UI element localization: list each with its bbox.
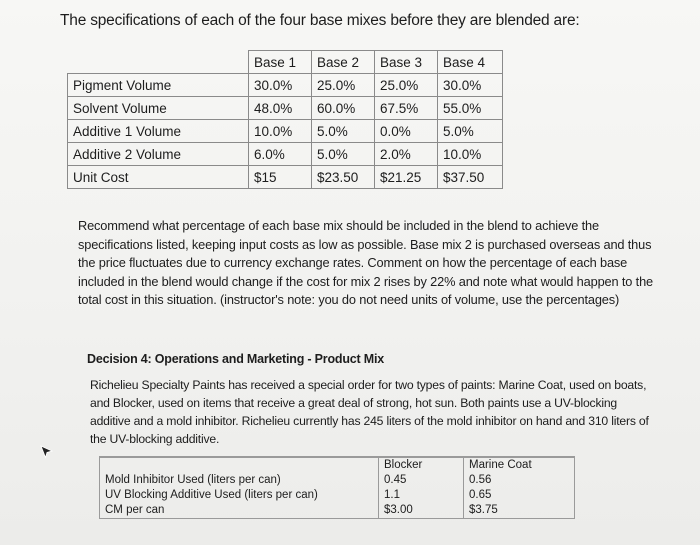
table-cell: $21.25 [375, 166, 438, 189]
column-header: Base 4 [438, 51, 503, 74]
row-label: CM per can [100, 503, 379, 519]
table-cell: 25.0% [312, 74, 375, 97]
row-label: Additive 2 Volume [68, 143, 249, 166]
table-cell: $3.00 [379, 503, 464, 519]
row-label: Solvent Volume [68, 97, 249, 120]
product-mix-table [99, 456, 575, 519]
row-label: UV Blocking Additive Used (liters per can) [100, 488, 379, 503]
row-label: Pigment Volume [68, 74, 249, 97]
header-blank-cell [100, 457, 379, 473]
column-header: Base 2 [312, 51, 375, 74]
column-header: Marine Coat [464, 457, 575, 473]
table-cell: 0.65 [464, 488, 575, 503]
mouse-pointer-icon [40, 445, 54, 459]
column-header: Base 1 [249, 51, 312, 74]
table-cell: 1.1 [379, 488, 464, 503]
decision-title: Decision 4: Operations and Marketing - Product Mix [87, 352, 384, 366]
table-cell: $3.75 [464, 503, 575, 519]
base-mix-table [67, 50, 503, 189]
table-cell: 2.0% [375, 143, 438, 166]
table-cell: 25.0% [375, 74, 438, 97]
table-cell: 10.0% [249, 120, 312, 143]
table-header-row [68, 51, 503, 74]
header-blank-cell [68, 51, 249, 74]
column-header: Base 3 [375, 51, 438, 74]
table-row [100, 473, 575, 488]
table-cell: 48.0% [249, 97, 312, 120]
column-header: Blocker [379, 457, 464, 473]
table-cell: 0.45 [379, 473, 464, 488]
table-cell: 30.0% [438, 74, 503, 97]
table-cell: 5.0% [312, 120, 375, 143]
table-cell: 67.5% [375, 97, 438, 120]
table-row [68, 120, 503, 143]
table-cell: 30.0% [249, 74, 312, 97]
table-cell: 10.0% [438, 143, 503, 166]
table-row [100, 488, 575, 503]
table-row [68, 97, 503, 120]
table-cell: $15 [249, 166, 312, 189]
table-header-row [100, 457, 575, 473]
question-paragraph: Recommend what percentage of each base mix should be included in the blend to achieve the specifications listed, keeping input costs as low as possible. Base mix 2 is purchased overseas and thus the price fluctuates due to currency exchange rates. Comment on how the percentage of each base included in the blend would change if the cost for mix 2 rises by 22% and note what would happen to the total cost in this situation. (instructor's note: you do not need units of volume, use the percentages) [78, 218, 654, 307]
table-cell: 6.0% [249, 143, 312, 166]
page-heading: The specifications of each of the four base mixes before they are blended are: [60, 12, 580, 29]
table-cell: $37.50 [438, 166, 503, 189]
table-cell: 5.0% [438, 120, 503, 143]
table-row [100, 503, 575, 519]
table-row [68, 74, 503, 97]
table-cell: 0.56 [464, 473, 575, 488]
table-cell: 60.0% [312, 97, 375, 120]
row-label: Mold Inhibitor Used (liters per can) [100, 473, 379, 488]
table-cell: 55.0% [438, 97, 503, 120]
table-cell: 5.0% [312, 143, 375, 166]
table-cell: 0.0% [375, 120, 438, 143]
row-label: Unit Cost [68, 166, 249, 189]
row-label: Additive 1 Volume [68, 120, 249, 143]
table-cell: $23.50 [312, 166, 375, 189]
table-row [68, 143, 503, 166]
table-row [68, 166, 503, 189]
decision-text: Richelieu Specialty Paints has received a special order for two types of paints: Marine Coat, used on boats, and Blocker, used on items that receive a great deal of strong, hot sun. Both paints use a UV-blocking additive and a mold inhibitor. Richelieu currently has 245 liters of the mold inhibitor on hand and 310 liters of the UV-blocking additive. [90, 378, 649, 446]
